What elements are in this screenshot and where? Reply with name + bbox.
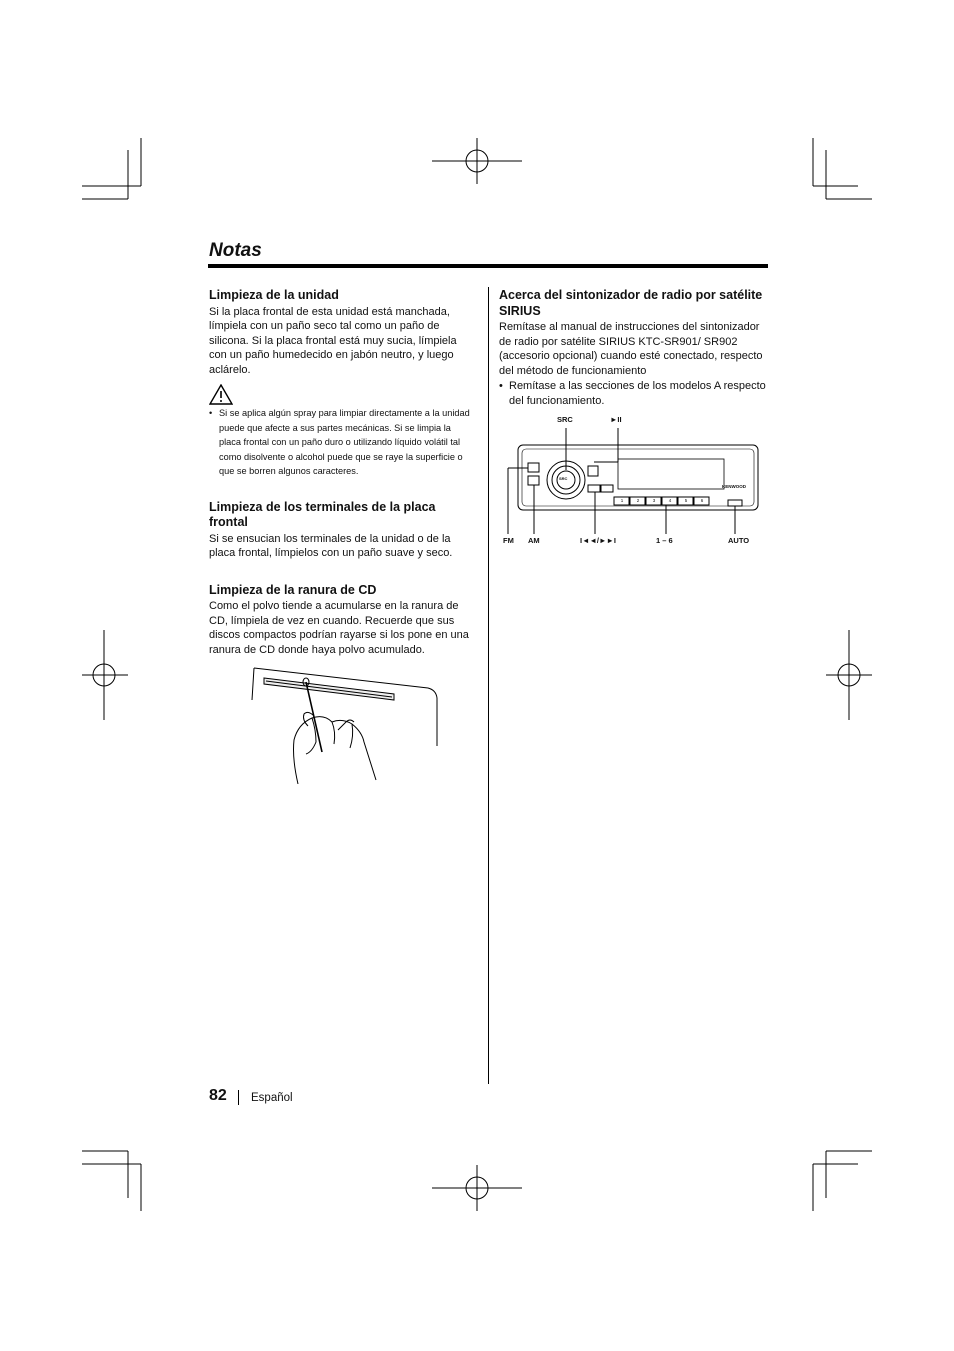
label-auto: AUTO (728, 536, 750, 545)
left-column (209, 288, 475, 657)
knob-label: SRC (559, 476, 568, 481)
footer-language: Español (251, 1092, 293, 1104)
caution-text: • Si se aplica algún spray para limpiar directamente a la unidad puede que afecte a sus partes mecánicas. Si se limpia la placa frontal con un paño duro o utilizando líquido volátil tal como disolvente o alcohol puede que se raye la superficie o que se borren algunos caracteres. (209, 406, 475, 479)
column-divider (488, 287, 489, 1084)
label-track: I◄◄/►►I (580, 536, 616, 545)
section-body-unit-cleaning: Si la placa frontal de esta unidad está manchada, límpiela con un paño seco tal como un paño de silicona. Si la placa frontal está muy sucia, límpiela con un paño humedecido en jabón neutro, y luego aclárelo. (209, 305, 457, 376)
brand-label: KENWOOD (722, 484, 746, 489)
section-heading-unit-cleaning: Limpieza de la unidad (209, 288, 339, 302)
caution-icon (209, 384, 233, 405)
preset-button-5: 5 (684, 498, 688, 503)
label-fm: FM (503, 536, 514, 545)
section-body-terminal-cleaning: Si se ensucian los terminales de la unidad o de la placa frontal, límpielos con un paño suave y seco. (209, 532, 453, 559)
label-src: SRC (557, 415, 573, 424)
label-play-pause: ►II (610, 415, 622, 424)
sirius-bullet: • Remítase a las secciones de los modelos A respecto del funcionamiento. (499, 379, 771, 408)
preset-button-3: 3 (652, 498, 656, 503)
right-column (499, 288, 771, 408)
head-unit-diagram (500, 410, 770, 550)
section-body-sirius: Remítase al manual de instrucciones del sintonizador de radio por satélite SIRIUS KTC-SR901/ SR902 (accesorio opcional) cuando esté conectado, respecto del método de funcionamiento (499, 321, 763, 377)
preset-button-1: 1 (620, 498, 624, 503)
page-number: 82 (209, 1087, 227, 1104)
label-am: AM (528, 536, 540, 545)
label-presets: 1 – 6 (656, 536, 673, 545)
title-rule (208, 264, 768, 268)
section-body-cd-slot-cleaning: Como el polvo tiende a acumularse en la ranura de CD, límpiela de vez en cuando. Recuerde que sus discos compactos podrían rayarse si los pone en una ranura de CD donde haya polvo acumulado. (209, 600, 469, 656)
head-unit-drawing (500, 410, 770, 550)
preset-button-6: 6 (700, 498, 704, 503)
preset-button-2: 2 (636, 498, 640, 503)
section-heading-cd-slot-cleaning: Limpieza de la ranura de CD (209, 582, 377, 597)
footer-separator (238, 1090, 239, 1105)
page-title: Notas (209, 240, 262, 261)
preset-button-4: 4 (668, 498, 672, 503)
cd-slot-cleaning-illustration (250, 660, 442, 784)
section-heading-sirius: Acerca del sintonizador de radio por satélite SIRIUS (499, 288, 763, 318)
section-heading-terminal-cleaning: Limpieza de los terminales de la placa frontal (209, 499, 436, 529)
preset-button-row (614, 497, 710, 505)
